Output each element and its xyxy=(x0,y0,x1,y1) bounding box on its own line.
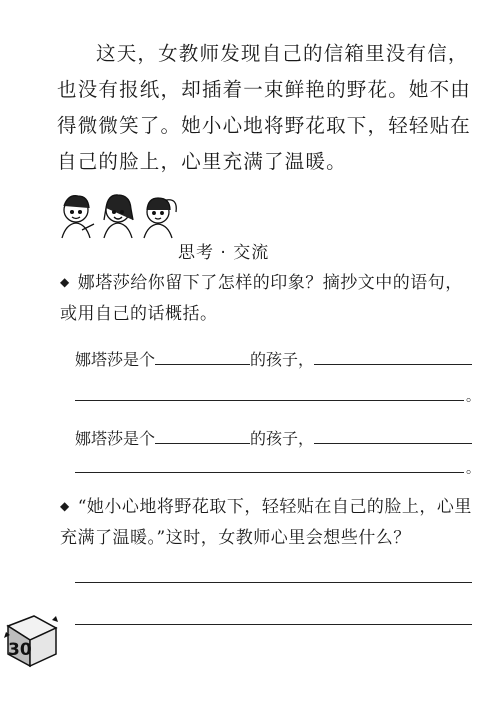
answer-blank[interactable] xyxy=(314,425,472,444)
answer-line[interactable] xyxy=(75,472,464,473)
story-passage xyxy=(57,36,477,180)
answer-line[interactable] xyxy=(75,624,472,625)
story-paragraph: 这天，女教师发现自己的信箱里没有信，也没有报纸，却插着一束鲜艳的野花。她不由得微微笑了。她小心地将野花取下，轻轻贴在自己的脸上，心里充满了温暖。 xyxy=(57,42,472,173)
fill-row-middle: 的孩子， xyxy=(250,429,315,448)
answer-line[interactable] xyxy=(75,400,464,401)
question-1 xyxy=(60,268,480,329)
answer-blank[interactable] xyxy=(314,346,472,365)
fill-row-end: 。 xyxy=(466,461,480,477)
question-2 xyxy=(60,492,480,553)
answer-line[interactable] xyxy=(75,582,472,583)
diamond-bullet-icon: ◆ xyxy=(60,499,70,513)
fill-row-prefix: 娜塔莎是个 xyxy=(75,350,156,369)
section-title: 思考 · 交流 xyxy=(178,243,270,263)
children-illustration xyxy=(56,190,181,240)
answer-blank[interactable] xyxy=(155,425,250,444)
fill-row-2 xyxy=(75,425,472,449)
fill-row-middle: 的孩子， xyxy=(250,350,315,369)
page-number: 30 xyxy=(8,640,32,660)
question-1-text: 娜塔莎给你留下了怎样的印象？摘抄文中的语句，或用自己的话概括。 xyxy=(60,273,463,324)
fill-row-1 xyxy=(75,346,472,370)
fill-row-prefix: 娜塔莎是个 xyxy=(75,429,156,448)
answer-blank[interactable] xyxy=(155,346,250,365)
fill-row-end: 。 xyxy=(466,389,480,405)
diamond-bullet-icon: ◆ xyxy=(60,275,70,289)
question-2-text: “她小心地将野花取下，轻轻贴在自己的脸上，心里充满了温暖。”这时，女教师心里会想些什么？ xyxy=(60,497,472,548)
